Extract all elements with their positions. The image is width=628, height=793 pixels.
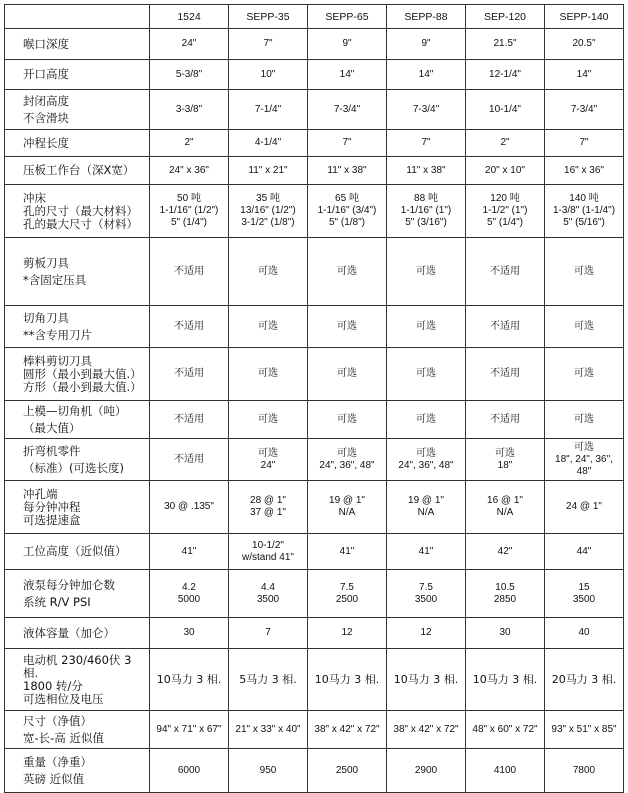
row-label-cell: 上模—切角机（吨） （最大值） <box>5 401 150 439</box>
spec-value-cell: 21.5" <box>466 29 545 60</box>
spec-value-cell: 20.5" <box>545 29 624 60</box>
spec-value-cell: 可选 <box>229 401 308 439</box>
model-header-cell: SEPP-65 <box>308 5 387 29</box>
spec-value-cell: 41" <box>150 534 229 570</box>
spec-row <box>5 90 624 130</box>
spec-value-cell: 88 吨 1-1/16" (1") 5" (3/16") <box>387 185 466 238</box>
spec-value-cell: 不适用 <box>150 238 229 306</box>
spec-value-cell: 120 吨 1-1/2" (1") 5" (1/4") <box>466 185 545 238</box>
row-label-cell: 电动机 230/460伏 3 相. 1800 转/分 可选相位及电压 <box>5 649 150 711</box>
spec-value-cell: 可选 <box>308 348 387 401</box>
spec-value-cell: 可选 <box>387 238 466 306</box>
row-label-cell: 剪板刀具 *含固定压具 <box>5 238 150 306</box>
row-label-cell: 尺寸（净值） 宽-长-高 近似值 <box>5 711 150 749</box>
spec-value-cell: 7 <box>229 618 308 649</box>
spec-value-cell: 可选 24", 36", 48" <box>387 439 466 481</box>
spec-value-cell: 4-1/4" <box>229 130 308 157</box>
model-header-cell: SEP-120 <box>466 5 545 29</box>
spec-value-cell: 10马力 3 相. <box>466 649 545 711</box>
spec-row <box>5 749 624 793</box>
spec-row <box>5 130 624 157</box>
spec-value-cell: 7-1/4" <box>229 90 308 130</box>
spec-value-cell: 42" <box>466 534 545 570</box>
spec-value-cell: 140 吨 1-3/8" (1-1/4") 5" (5/16") <box>545 185 624 238</box>
spec-value-cell: 30 @ .135" <box>150 481 229 534</box>
spec-value-cell: 不适用 <box>150 306 229 348</box>
spec-value-cell: 14" <box>387 60 466 90</box>
spec-value-cell: 7" <box>229 29 308 60</box>
spec-row <box>5 60 624 90</box>
spec-value-cell: 不适用 <box>150 348 229 401</box>
spec-value-cell: 可选 <box>545 238 624 306</box>
row-label-cell: 折弯机零件 （标准）(可选长度) <box>5 439 150 481</box>
spec-value-cell: 93" x 51" x 85" <box>545 711 624 749</box>
spec-value-cell: 2900 <box>387 749 466 793</box>
row-label-cell: 重量（净重） 英磅 近似值 <box>5 749 150 793</box>
spec-value-cell: 7800 <box>545 749 624 793</box>
spec-row <box>5 348 624 401</box>
spec-value-cell: 7" <box>308 130 387 157</box>
spec-value-cell: 2500 <box>308 749 387 793</box>
spec-value-cell: 21" x 33" x 40" <box>229 711 308 749</box>
spec-value-cell: 24 @ 1" <box>545 481 624 534</box>
spec-row <box>5 711 624 749</box>
spec-value-cell: 11" x 21" <box>229 157 308 185</box>
spec-value-cell: 10.5 2850 <box>466 570 545 618</box>
spec-value-cell: 4100 <box>466 749 545 793</box>
spec-row <box>5 618 624 649</box>
row-label-cell: 棒料剪切刀具 圆形（最小到最大值.） 方形（最小到最大值.） <box>5 348 150 401</box>
spec-value-cell: 19 @ 1" N/A <box>387 481 466 534</box>
spec-value-cell: 48" x 60" x 72" <box>466 711 545 749</box>
spec-table-body <box>5 5 624 793</box>
spec-value-cell: 可选 <box>387 401 466 439</box>
row-label-cell: 封闭高度 不含滑块 <box>5 90 150 130</box>
spec-row <box>5 534 624 570</box>
spec-row <box>5 29 624 60</box>
spec-value-cell: 16 @ 1" N/A <box>466 481 545 534</box>
spec-value-cell: 44" <box>545 534 624 570</box>
model-header-cell: 1524 <box>150 5 229 29</box>
spec-value-cell: 10-1/4" <box>466 90 545 130</box>
model-header-cell: SEPP-140 <box>545 5 624 29</box>
spec-value-cell: 可选 <box>387 306 466 348</box>
spec-value-cell: 5马力 3 相. <box>229 649 308 711</box>
spec-value-cell: 7.5 2500 <box>308 570 387 618</box>
spec-value-cell: 35 吨 13/16" (1/2") 3-1/2" (1/8") <box>229 185 308 238</box>
spec-row <box>5 570 624 618</box>
spec-value-cell: 可选 <box>229 306 308 348</box>
spec-value-cell: 38" x 42" x 72" <box>308 711 387 749</box>
spec-value-cell: 38" x 42" x 72" <box>387 711 466 749</box>
spec-value-cell: 可选 <box>308 306 387 348</box>
spec-value-cell: 12 <box>308 618 387 649</box>
spec-value-cell: 16" x 36" <box>545 157 624 185</box>
spec-value-cell: 可选 24", 36", 48" <box>308 439 387 481</box>
row-label-cell: 冲程长度 <box>5 130 150 157</box>
spec-value-cell: 950 <box>229 749 308 793</box>
spec-value-cell: 12-1/4" <box>466 60 545 90</box>
spec-value-cell: 可选 <box>387 348 466 401</box>
spec-value-cell: 不适用 <box>466 306 545 348</box>
spec-value-cell: 14" <box>308 60 387 90</box>
spec-value-cell: 19 @ 1" N/A <box>308 481 387 534</box>
row-label-cell: 液体容量（加仑） <box>5 618 150 649</box>
spec-value-cell: 4.2 5000 <box>150 570 229 618</box>
spec-value-cell: 10马力 3 相. <box>150 649 229 711</box>
spec-value-cell: 28 @ 1" 37 @ 1" <box>229 481 308 534</box>
spec-value-cell: 65 吨 1-1/16" (3/4") 5" (1/8") <box>308 185 387 238</box>
spec-row <box>5 649 624 711</box>
spec-value-cell: 6000 <box>150 749 229 793</box>
spec-value-cell: 可选 18" <box>466 439 545 481</box>
spec-value-cell: 7" <box>545 130 624 157</box>
spec-row <box>5 157 624 185</box>
row-label-cell: 冲床 孔的尺寸（最大材料） 孔的最大尺寸（材料） <box>5 185 150 238</box>
spec-value-cell: 40 <box>545 618 624 649</box>
header-row <box>5 5 624 29</box>
spec-value-cell: 94" x 71" x 67" <box>150 711 229 749</box>
spec-value-cell: 可选 <box>308 238 387 306</box>
spec-value-cell: 不适用 <box>150 439 229 481</box>
spec-value-cell: 可选 24" <box>229 439 308 481</box>
model-header-cell: SEPP-35 <box>229 5 308 29</box>
spec-value-cell: 24" x 36" <box>150 157 229 185</box>
spec-value-cell: 10马力 3 相. <box>308 649 387 711</box>
spec-value-cell: 2" <box>466 130 545 157</box>
spec-value-cell: 50 吨 1-1/16" (1/2") 5" (1/4") <box>150 185 229 238</box>
row-label-cell: 喉口深度 <box>5 29 150 60</box>
spec-row <box>5 401 624 439</box>
spec-value-cell: 可选 <box>229 238 308 306</box>
spec-row <box>5 238 624 306</box>
spec-row <box>5 185 624 238</box>
spec-value-cell: 可选 <box>545 348 624 401</box>
row-label-cell: 冲孔端 每分钟冲程 可选提速盒 <box>5 481 150 534</box>
spec-value-cell: 3-3/8" <box>150 90 229 130</box>
spec-value-cell: 15 3500 <box>545 570 624 618</box>
spec-value-cell: 41" <box>308 534 387 570</box>
row-label-cell: 开口高度 <box>5 60 150 90</box>
spec-value-cell: 30 <box>466 618 545 649</box>
spec-value-cell: 7-3/4" <box>308 90 387 130</box>
spec-value-cell: 30 <box>150 618 229 649</box>
spec-value-cell: 10" <box>229 60 308 90</box>
model-header-cell: SEPP-88 <box>387 5 466 29</box>
spec-value-cell: 5-3/8" <box>150 60 229 90</box>
spec-value-cell: 不适用 <box>150 401 229 439</box>
spec-value-cell: 12 <box>387 618 466 649</box>
spec-value-cell: 可选 18", 24", 36", 48" <box>545 439 624 481</box>
spec-row <box>5 481 624 534</box>
spec-value-cell: 不适用 <box>466 401 545 439</box>
spec-value-cell: 2" <box>150 130 229 157</box>
spec-value-cell: 14" <box>545 60 624 90</box>
corner-header-cell <box>5 5 150 29</box>
spec-value-cell: 7.5 3500 <box>387 570 466 618</box>
spec-value-cell: 不适用 <box>466 348 545 401</box>
row-label-cell: 液泵每分钟加仑数 系统 R/V PSI <box>5 570 150 618</box>
spec-value-cell: 7-3/4" <box>545 90 624 130</box>
spec-value-cell: 10-1/2" w/stand 41" <box>229 534 308 570</box>
row-label-cell: 压板工作台（深X宽） <box>5 157 150 185</box>
spec-value-cell: 7" <box>387 130 466 157</box>
spec-value-cell: 20马力 3 相. <box>545 649 624 711</box>
spec-value-cell: 9" <box>308 29 387 60</box>
spec-value-cell: 可选 <box>308 401 387 439</box>
spec-value-cell: 24" <box>150 29 229 60</box>
row-label-cell: 切角刀具 **含专用刀片 <box>5 306 150 348</box>
spec-value-cell: 9" <box>387 29 466 60</box>
spec-value-cell: 可选 <box>229 348 308 401</box>
spec-value-cell: 20" x 10" <box>466 157 545 185</box>
spec-value-cell: 41" <box>387 534 466 570</box>
spec-value-cell: 可选 <box>545 401 624 439</box>
spec-value-cell: 11" x 38" <box>387 157 466 185</box>
spec-value-cell: 10马力 3 相. <box>387 649 466 711</box>
spec-table <box>4 4 624 793</box>
spec-value-cell: 11" x 38" <box>308 157 387 185</box>
spec-value-cell: 4.4 3500 <box>229 570 308 618</box>
spec-value-cell: 7-3/4" <box>387 90 466 130</box>
row-label-cell: 工位高度（近似值） <box>5 534 150 570</box>
spec-value-cell: 可选 <box>545 306 624 348</box>
spec-value-cell: 不适用 <box>466 238 545 306</box>
spec-row <box>5 439 624 481</box>
spec-row <box>5 306 624 348</box>
